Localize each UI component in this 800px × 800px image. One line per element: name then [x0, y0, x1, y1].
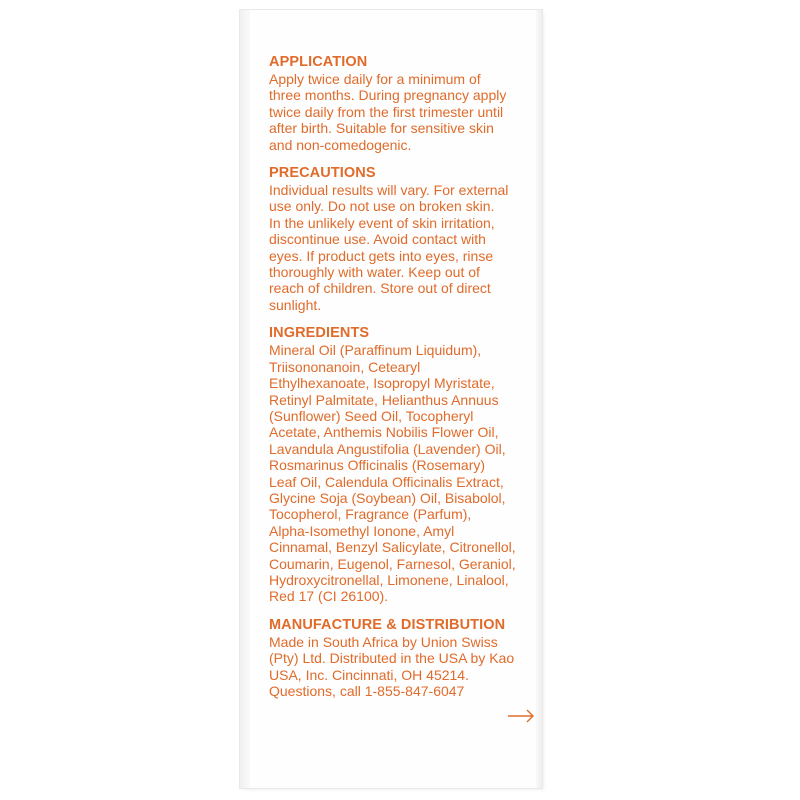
- application-section: [269, 54, 534, 153]
- arrow-right-icon: [506, 706, 536, 726]
- precautions-text: Individual results will vary. For external use only. Do not use on broken skin. In the unlikely event of skin irritation, discontinue use. Avoid contact with eyes. If product gets into eyes, rinse thoroughly with water. Keep out of reach of children. Store out of direct sunlight.: [269, 182, 509, 313]
- application-heading: APPLICATION: [269, 54, 368, 70]
- manufacture-heading: MANUFACTURE & DISTRIBUTION: [269, 616, 506, 633]
- ingredients-text: Mineral Oil (Paraffinum Liquidum), Triisononanoin, Cetearyl Ethylhexanoate, Isopropyl Myristate, Retinyl Palmitate, Helianthus Annuus (Sunflower) Seed Oil, Tocopheryl Acetate, Anthemis Nobilis Flower Oil, Lavandula Angustifolia (Lavender) Oil, Rosmarinus Officinalis (Rosemary) Leaf Oil, Calendula Officinalis Extract, Glycine Soja (Soybean) Oil, Bisabolol, Tocopherol, Fragrance (Parfum), Alpha-Isomethyl Ionone, Amyl Cinnamal, Benzyl Salicylate, Citronellol, Coumarin, Eugenol, Farnesol, Geraniol, Hydroxycitronellal, Limonene, Linalool, Red 17 (CI 26100).: [269, 342, 516, 605]
- precautions-heading: PRECAUTIONS: [269, 165, 376, 182]
- manufacture-section: [269, 617, 534, 700]
- box-right-fold: [536, 10, 542, 788]
- box-left-fold: [240, 10, 250, 788]
- precautions-section: [269, 165, 534, 313]
- label-text-block: [269, 54, 534, 711]
- application-text: Apply twice daily for a minimum of three months. During pregnancy apply twice daily from the first trimester until after birth. Suitable for sensitive skin and non-comedogenic.: [269, 71, 507, 153]
- manufacture-text: Made in South Africa by Union Swiss (Pty) Ltd. Distributed in the USA by Kao USA, Inc. Cincinnati, OH 45214. Questions, call 1-855-847-6047: [269, 633, 515, 699]
- ingredients-section: [269, 325, 534, 605]
- ingredients-heading: INGREDIENTS: [269, 325, 370, 342]
